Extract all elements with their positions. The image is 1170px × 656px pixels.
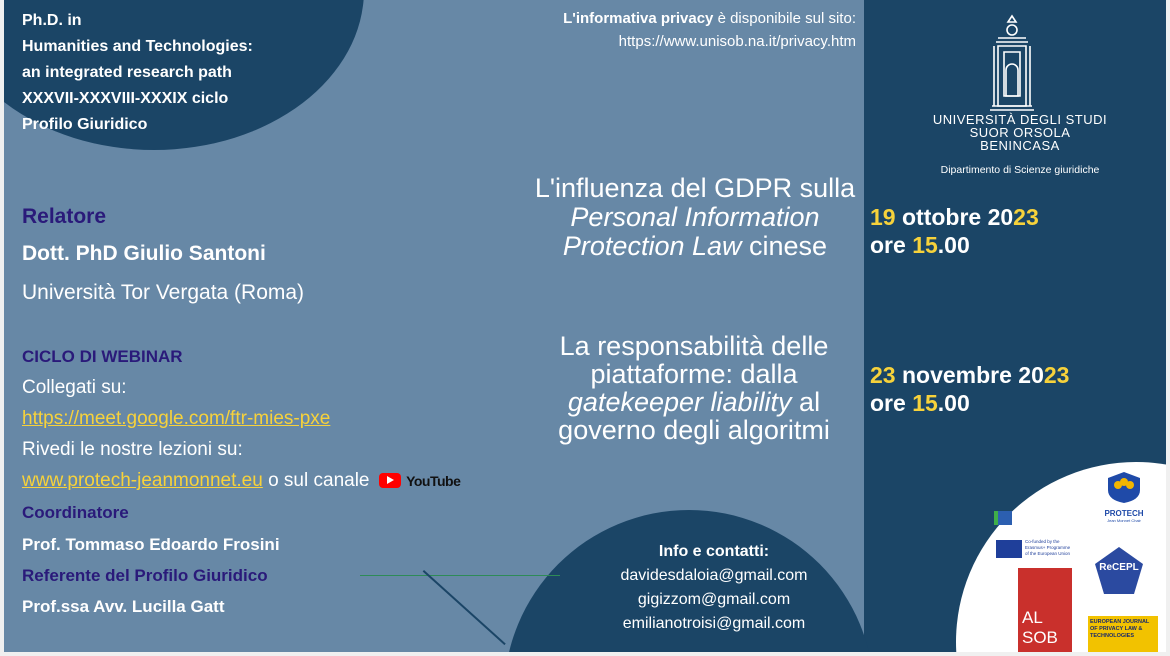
phd-line: an integrated research path [22, 64, 232, 81]
university-name: UNIVERSITÀ DEGLI STUDI SUOR ORSOLA BENINCASA [932, 112, 1108, 153]
eugreenext-icon [994, 511, 1012, 525]
contact-email[interactable]: emilianotroisi@gmail.com [622, 615, 806, 632]
speaker-affiliation: Università Tor Vergata (Roma) [22, 281, 305, 304]
contact-email[interactable]: davidesdaloia@gmail.com [620, 567, 808, 584]
coordinator-heading: Coordinatore [22, 503, 129, 522]
speaker-heading: Relatore [22, 205, 107, 228]
journal-logo: EUROPEAN JOURNAL OF PRIVACY LAW & TECHNOLOGIES [1088, 616, 1158, 652]
site-line [22, 470, 460, 492]
speaker-name: Dott. PhD Giulio Santoni [22, 242, 266, 265]
contacts-heading: Info e contatti: [658, 543, 770, 560]
coordinator-name: Prof. Tommaso Edoardo Frosini [22, 535, 280, 554]
privacy-text: è disponibile sul sito: [713, 10, 856, 27]
flyer [4, 0, 1166, 652]
eu-flag-icon [996, 540, 1022, 558]
green-line [360, 575, 560, 576]
privacy-url[interactable]: https://www.unisob.na.it/privacy.htm [618, 33, 856, 50]
referente-name: Prof.ssa Avv. Lucilla Gatt [22, 597, 225, 616]
talk1-date: 19 ottobre 2023 [870, 204, 1039, 230]
youtube-label: YouTube [406, 472, 461, 489]
talk1-time: ore 15.00 [870, 232, 970, 258]
university-logo [984, 12, 1040, 112]
talk2-datetime [870, 361, 1069, 417]
eugreenext-logo [994, 509, 1086, 529]
talk1-italic: Personal Information Protection Law [562, 202, 820, 261]
youtube-icon [379, 473, 401, 488]
alsob-logo: AL SOB [1018, 568, 1072, 652]
phd-line: Ph.D. in [22, 12, 82, 29]
webinar-heading: CICLO DI WEBINAR [22, 347, 183, 366]
connect-label: Collegati su: [22, 377, 127, 398]
erasmus-logo: Co-funded by the Erasmus+ Programme of the European Union [996, 538, 1094, 562]
contact-email[interactable]: gigizzom@gmail.com [637, 591, 791, 608]
talk1-datetime [870, 203, 1039, 259]
protech-icon [1104, 470, 1144, 504]
contacts [594, 540, 834, 636]
youtube-logo[interactable] [379, 470, 461, 492]
talk2-title: La responsabilità delle piattaforme: dalla gatekeeper liability al governo degli algoritmi [558, 331, 830, 445]
talk1-title: L'influenza del GDPR sulla Personal Information Protection Law cinese [534, 173, 856, 261]
referente-heading: Referente del Profilo Giuridico [22, 566, 268, 585]
recepl-logo: ReCEPL [1094, 546, 1144, 596]
phd-line: XXXVII-XXXVIII-XXXIX ciclo [22, 90, 229, 107]
privacy-notice [563, 7, 856, 53]
diagonal-line [423, 570, 506, 645]
channel-text: o sul canale [262, 470, 370, 492]
meet-link[interactable]: https://meet.google.com/ftr-mies-pxe [22, 408, 331, 429]
talk2-italic: gatekeeper liability [567, 387, 792, 417]
privacy-label: L'informativa privacy [563, 10, 714, 27]
phd-line: Profilo Giuridico [22, 116, 148, 133]
phd-line: Humanities and Technologies: [22, 38, 253, 55]
phd-program [22, 8, 253, 138]
department-name: Dipartimento di Scienze giuridiche [940, 164, 1100, 176]
talk2-time: ore 15.00 [870, 390, 970, 416]
talk2-date: 23 novembre 2023 [870, 362, 1070, 388]
review-label: Rivedi le nostre lezioni su: [22, 439, 243, 460]
site-link[interactable]: www.protech-jeanmonnet.eu [22, 470, 263, 492]
protech-logo: PROTECH Jean Monnet Chair [1098, 470, 1150, 528]
